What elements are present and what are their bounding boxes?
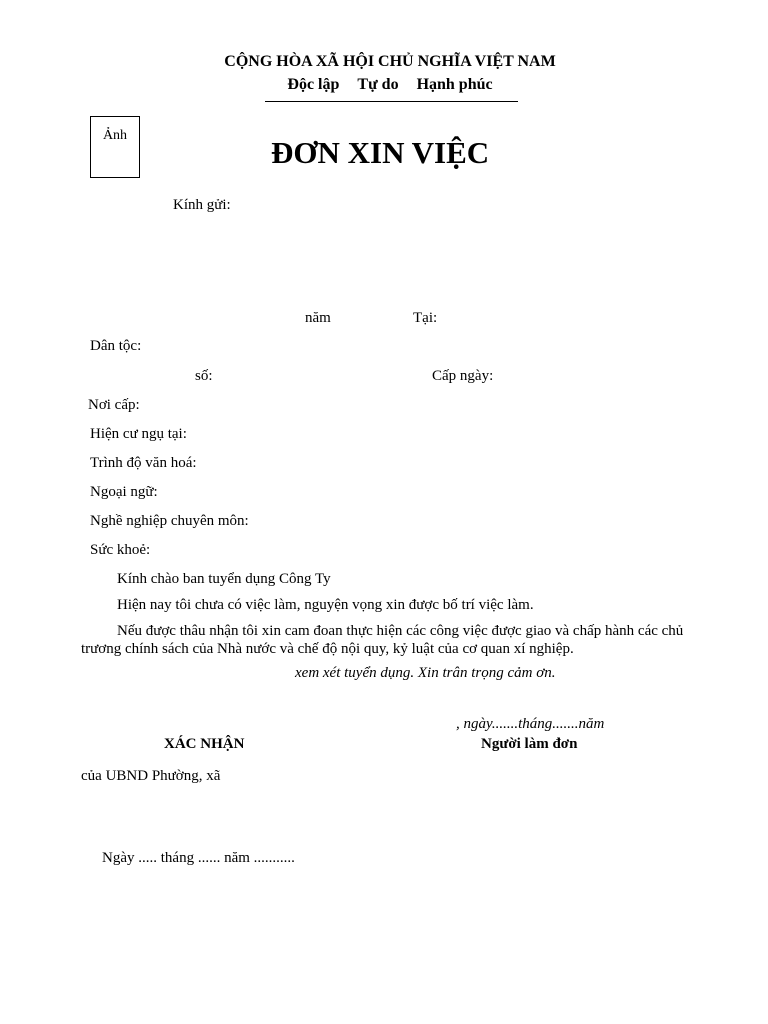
issue-date-label: Cấp ngày: (432, 368, 494, 384)
health-label: Sức khoẻ: (90, 542, 151, 558)
confirmation-title: XÁC NHẬN (164, 736, 245, 752)
recipient-label: Kính gửi: (173, 197, 231, 213)
foreign-language-label: Ngoại ngữ: (90, 484, 158, 500)
applicant-title: Người làm đơn (481, 736, 578, 752)
ethnicity-label: Dân tộc: (90, 338, 142, 354)
confirmation-authority: của UBND Phường, xã (81, 768, 221, 784)
birth-place-label: Tại: (413, 310, 438, 326)
photo-label: Ảnh (102, 128, 128, 143)
signature-date-line: , ngày.......tháng.......năm (456, 716, 605, 732)
confirmation-date: Ngày ..... tháng ...... năm ........... (102, 850, 295, 866)
greeting-line: Kính chào ban tuyển dụng Công Ty (117, 571, 331, 587)
closing-line: xem xét tuyển dụng. Xin trân trọng cảm ơn. (295, 665, 556, 681)
document-title: ĐƠN XIN VIỆC (271, 135, 490, 170)
id-number-label: số: (195, 368, 213, 384)
current-residence-label: Hiện cư ngụ tại: (90, 426, 187, 442)
profession-label: Nghề nghiệp chuyên môn: (90, 513, 249, 529)
national-name: CỘNG HÒA XÃ HỘI CHỦ NGHĨA VIỆT NAM (224, 53, 556, 70)
national-motto (0, 77, 768, 93)
issue-place-label: Nơi cấp: (88, 397, 140, 413)
education-label: Trình độ văn hoá: (90, 455, 197, 471)
photo-placeholder (90, 116, 140, 178)
birth-year-label: năm (305, 310, 331, 326)
motto-independence: Độc lập (287, 76, 340, 93)
motto-happiness: Hạnh phúc (416, 76, 493, 93)
employment-status-line: Hiện nay tôi chưa có việc làm, nguyện vọng xin được bố trí việc làm. (117, 597, 534, 613)
motto-freedom: Tự do (357, 76, 399, 93)
header-underline (265, 101, 518, 102)
commitment-paragraph: Nếu được thâu nhận tôi xin cam đoan thực hiện các công việc được giao và chấp hành các chủ trương chính sách của Nhà nước và chế độ nội quy, kỷ luật của cơ quan xí nghiệp. (81, 623, 684, 657)
